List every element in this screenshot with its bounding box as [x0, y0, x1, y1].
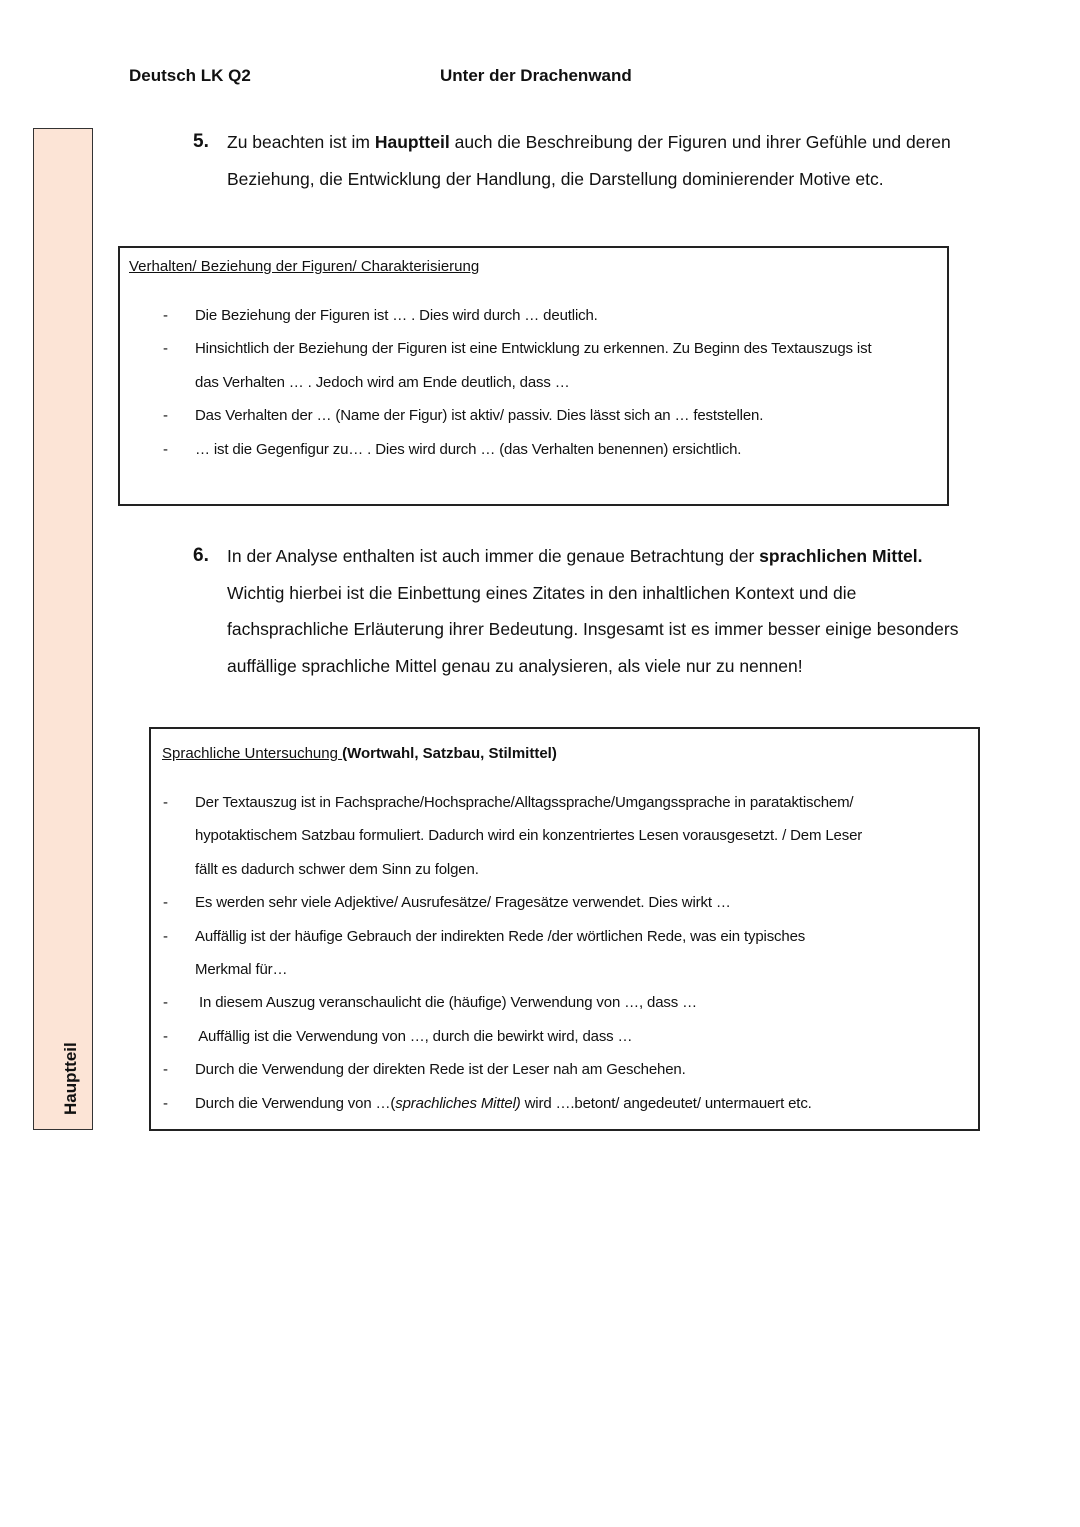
bold-text: Hauptteil — [374, 132, 450, 152]
bullet-dash: - — [163, 1061, 168, 1079]
list-text: Die Beziehung der Figuren ist … . Dies wird durch … deutlich. — [195, 307, 598, 324]
list-text: hypotaktischem Satzbau formuliert. Dadurch wird ein konzentriertes Lesen vorausgesetzt. / Dem Leser — [195, 827, 863, 845]
list-text: Merkmal für… — [195, 960, 288, 978]
text: Wichtig hierbei ist die Einbettung eines Zitates in den inhaltlichen Kontext und die fachsprachliche Erläuterung ihrer Bedeutung. Insgesamt ist es immer besser einige besonders auffällige sprachliche Mittel genau zu analysieren, als viele nur zu nennen! — [227, 582, 959, 677]
list-text: Das Verhalten der … (Name der Figur) ist aktiv/ passiv. Dies lässt sich an … feststellen. — [195, 407, 764, 425]
bullet-dash: - — [163, 994, 168, 1012]
bullet-dash: - — [163, 407, 168, 425]
phrase-box-language — [149, 727, 980, 1131]
document-title: Unter der Drachenwand — [440, 66, 632, 85]
bold-text: sprachlichen Mittel. — [759, 546, 923, 566]
list-text: In diesem Auszug veranschaulicht die (häufige) Verwendung von …, dass … — [195, 994, 697, 1012]
list-text: Der Textauszug ist in Fachsprache/Hochsprache/Alltagssprache/Umgangssprache in parataktischem/ — [195, 794, 854, 811]
instruction-6 — [193, 538, 993, 685]
text: auch die Beschreibung der Figuren und ihrer Gefühle und deren Beziehung, die Entwicklung der Handlung, die Darstellung dominierender Motive etc. — [227, 132, 951, 189]
list-text: das Verhalten … . Jedoch wird am Ende deutlich, dass … — [195, 373, 570, 391]
section-sidebar — [33, 128, 93, 1130]
list-text: Auffällig ist die Verwendung von …, durch die bewirkt wird, dass … — [195, 1027, 633, 1045]
bullet-dash: - — [163, 440, 168, 458]
bullet-dash: - — [163, 1094, 168, 1112]
list-line — [120, 366, 947, 399]
text: In der Analyse enthalten ist auch immer die genaue Betrachtung der — [227, 546, 760, 566]
list-text: Es werden sehr viele Adjektive/ Ausrufesätze/ Fragesätze verwendet. Dies wirkt … — [195, 894, 731, 912]
section-label: Hauptteil — [61, 1042, 80, 1115]
item-number: 6. — [193, 545, 209, 566]
list-line — [151, 853, 978, 886]
instruction-5 — [193, 124, 993, 197]
text: Zu beachten ist im — [227, 132, 375, 152]
bullet-dash: - — [163, 340, 168, 358]
list-line — [151, 1020, 978, 1053]
list-text: Durch die Verwendung der direkten Rede ist der Leser nah am Geschehen. — [195, 1061, 686, 1079]
list-line — [151, 1053, 978, 1086]
bullet-dash: - — [163, 927, 168, 945]
bullet-dash: - — [163, 1027, 168, 1045]
list-text: … ist die Gegenfigur zu… . Dies wird durch … (das Verhalten benennen) ersichtlich. — [195, 440, 742, 458]
list-line — [151, 786, 978, 819]
phrase-box-characters — [118, 246, 949, 506]
list-line — [151, 986, 978, 1019]
list-line — [120, 332, 947, 365]
course-label: Deutsch LK Q2 — [129, 66, 251, 85]
list-line — [120, 299, 947, 332]
list-line — [120, 399, 947, 432]
list-text: Auffällig ist der häufige Gebrauch der indirekten Rede /der wörtlichen Rede, was ein typisches — [195, 927, 806, 945]
list-line — [151, 953, 978, 986]
list-line — [151, 886, 978, 919]
box-title: Verhalten/ Beziehung der Figuren/ Charakterisierung — [129, 258, 480, 275]
box-title: Sprachliche Untersuchung (Wortwahl, Satzbau, Stilmittel) — [162, 745, 557, 762]
bullet-dash: - — [163, 307, 168, 324]
bullet-dash: - — [163, 894, 168, 912]
list-text: Durch die Verwendung von …(sprachliches Mittel) wird ….betont/ angedeutet/ untermauert etc. — [195, 1094, 812, 1112]
phrase-list — [120, 299, 947, 466]
item-number: 5. — [193, 131, 209, 152]
list-line — [120, 433, 947, 466]
list-line — [151, 920, 978, 953]
bullet-dash: - — [163, 794, 168, 811]
list-line — [151, 819, 978, 852]
phrase-list — [151, 786, 978, 1120]
list-line — [151, 1087, 978, 1120]
list-text: Hinsichtlich der Beziehung der Figuren ist eine Entwicklung zu erkennen. Zu Beginn des Textauszugs ist — [195, 340, 872, 358]
list-text: fällt es dadurch schwer dem Sinn zu folgen. — [195, 860, 479, 878]
